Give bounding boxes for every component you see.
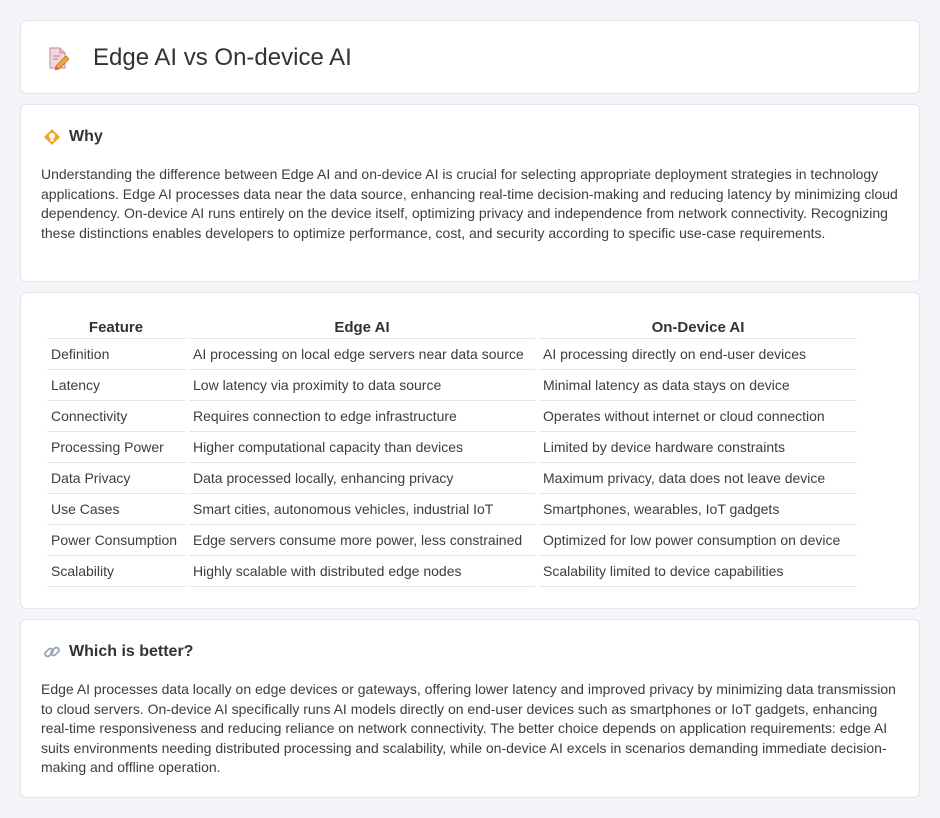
edge-ai-cell: Smart cities, autonomous vehicles, industrial IoT xyxy=(189,494,535,525)
on-device-ai-cell: Limited by device hardware constraints xyxy=(539,432,857,463)
why-title: Why xyxy=(69,128,103,145)
edge-ai-cell: AI processing on local edge servers near data source xyxy=(189,339,535,370)
edge-ai-cell: Requires connection to edge infrastructure xyxy=(189,401,535,432)
on-device-ai-cell: Scalability limited to device capabilities xyxy=(539,556,857,587)
table-row xyxy=(47,339,857,370)
table-row xyxy=(47,494,857,525)
edge-ai-cell: Highly scalable with distributed edge nodes xyxy=(189,556,535,587)
page-title: Edge AI vs On-device AI xyxy=(93,44,352,71)
why-section xyxy=(20,104,920,282)
table-header-row xyxy=(47,315,857,339)
table-row xyxy=(47,401,857,432)
title-card xyxy=(20,20,920,94)
header-on-device-ai: On-Device AI xyxy=(539,315,857,339)
on-device-ai-cell: Smartphones, wearables, IoT gadgets xyxy=(539,494,857,525)
edge-ai-cell: Higher computational capacity than devices xyxy=(189,432,535,463)
feature-cell: Latency xyxy=(47,370,185,401)
on-device-ai-cell: Operates without internet or cloud connection xyxy=(539,401,857,432)
feature-cell: Connectivity xyxy=(47,401,185,432)
better-title: Which is better? xyxy=(69,643,194,660)
better-text: Edge AI processes data locally on edge devices or gateways, offering lower latency and improved privacy by minimizing data transmission to cloud servers. On-device AI specifically runs AI models directly on end-user devices such as smartphones or IoT gadgets, enhancing real-time responsiveness and reducing reliance on network connectivity. The better choice depends on application requirements: edge AI suits environments needing distributed processing and scalability, while on-device AI excels in scenarios demanding immediate decision-making and offline operation. xyxy=(41,681,896,775)
why-heading xyxy=(43,127,103,147)
on-device-ai-cell: Optimized for low power consumption on device xyxy=(539,525,857,556)
feature-cell: Scalability xyxy=(47,556,185,587)
header-edge-ai: Edge AI xyxy=(189,315,535,339)
document-pencil-icon xyxy=(47,46,69,70)
feature-cell: Data Privacy xyxy=(47,463,185,494)
header-feature: Feature xyxy=(47,315,185,339)
comparison-table-card xyxy=(20,292,920,609)
edge-ai-cell: Low latency via proximity to data source xyxy=(189,370,535,401)
comparison-table xyxy=(43,315,861,587)
which-is-better-section xyxy=(20,619,920,798)
on-device-ai-cell: Maximum privacy, data does not leave device xyxy=(539,463,857,494)
feature-cell: Power Consumption xyxy=(47,525,185,556)
on-device-ai-cell: AI processing directly on end-user devices xyxy=(539,339,857,370)
feature-cell: Processing Power xyxy=(47,432,185,463)
table-row xyxy=(47,463,857,494)
better-heading xyxy=(43,642,193,662)
on-device-ai-cell: Minimal latency as data stays on device xyxy=(539,370,857,401)
feature-cell: Use Cases xyxy=(47,494,185,525)
why-text: Understanding the difference between Edge AI and on-device AI is crucial for selecting appropriate deployment strategies in technology applications. Edge AI processes data near the data source, enhancing real-time decision-making and reducing latency by minimizing cloud dependency. On-device AI runs entirely on the device itself, optimizing privacy and independence from network connectivity. Recognizing these distinctions enables developers to optimize performance, cost, and security according to specific use-case requirements. xyxy=(41,166,898,241)
edge-ai-cell: Edge servers consume more power, less constrained xyxy=(189,525,535,556)
lightbulb-icon xyxy=(43,128,61,146)
table-row xyxy=(47,556,857,587)
table-row xyxy=(47,432,857,463)
edge-ai-cell: Data processed locally, enhancing privacy xyxy=(189,463,535,494)
table-row xyxy=(47,370,857,401)
link-icon xyxy=(43,643,61,661)
table-row xyxy=(47,525,857,556)
feature-cell: Definition xyxy=(47,339,185,370)
